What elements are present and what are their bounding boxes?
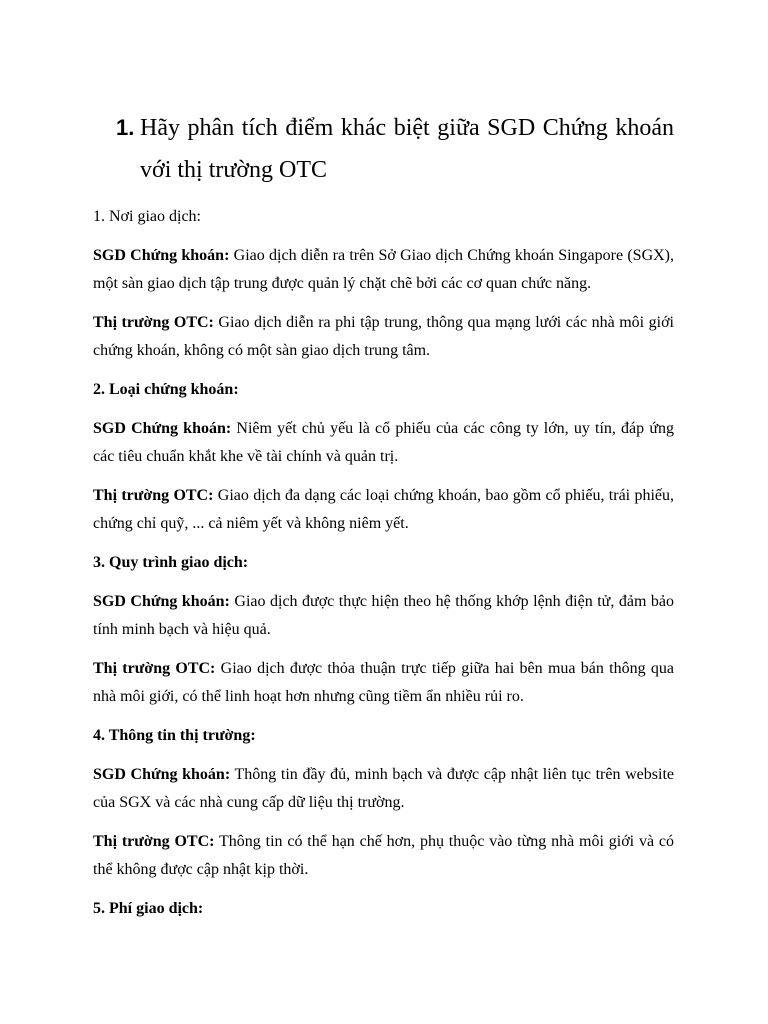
comparison-paragraph bbox=[93, 415, 674, 471]
section-title-text: 2. Loại chứng khoán: bbox=[93, 381, 239, 398]
paragraph-label: SGD Chứng khoán: bbox=[93, 593, 230, 610]
paragraph-label: SGD Chứng khoán: bbox=[93, 247, 230, 264]
heading-number: 1. bbox=[116, 115, 135, 140]
paragraph-text: Giao dịch diễn ra trên Sở Giao dịch Chứng khoán Singapore (SGX), một sàn giao dịch tập trung được quản lý chặt chẽ bởi các cơ quan chức năng. bbox=[93, 247, 675, 292]
paragraph-label: SGD Chứng khoán: bbox=[93, 766, 231, 783]
section-title-text: 5. Phí giao dịch: bbox=[93, 900, 204, 917]
section-title bbox=[93, 722, 674, 750]
section-title bbox=[93, 895, 674, 923]
paragraph-text: Giao dịch được thực hiện theo hệ thống khớp lệnh điện tử, đảm bảo tính minh bạch và hiệu quả. bbox=[93, 593, 675, 638]
section-title-text: 4. Thông tin thị trường: bbox=[93, 727, 256, 744]
comparison-paragraph bbox=[93, 309, 674, 365]
paragraph-label: Thị trường OTC: bbox=[93, 833, 215, 850]
section-title-text: 3. Quy trình giao dịch: bbox=[93, 554, 249, 571]
document-body bbox=[93, 203, 674, 934]
heading-text: Hãy phân tích điểm khác biệt giữa SGD Chứng khoán với thị trường OTC bbox=[140, 115, 674, 183]
comparison-paragraph bbox=[93, 761, 674, 817]
paragraph-text: Thông tin có thể hạn chế hơn, phụ thuộc vào từng nhà môi giới và có thể không được cập nhật kịp thời. bbox=[93, 833, 674, 878]
section-title bbox=[93, 376, 674, 404]
paragraph-label: Thị trường OTC: bbox=[93, 487, 214, 504]
comparison-paragraph bbox=[93, 242, 674, 298]
paragraph-text: Giao dịch đa dạng các loại chứng khoán, bao gồm cổ phiếu, trái phiếu, chứng chỉ quỹ, ... cả niêm yết và không niêm yết. bbox=[93, 487, 674, 532]
paragraph-text: Thông tin đầy đủ, minh bạch và được cập nhật liên tục trên website của SGX và các nhà cung cấp dữ liệu thị trường. bbox=[93, 766, 675, 811]
question-heading bbox=[116, 107, 674, 191]
section-title bbox=[93, 549, 674, 577]
paragraph-text: Giao dịch được thỏa thuận trực tiếp giữa hai bên mua bán thông qua nhà môi giới, có thể linh hoạt hơn nhưng cũng tiềm ẩn nhiều rủi ro. bbox=[93, 660, 675, 705]
comparison-paragraph bbox=[93, 482, 674, 538]
paragraph-text: Niêm yết chủ yếu là cổ phiếu của các công ty lớn, uy tín, đáp ứng các tiêu chuẩn khắt khe về tài chính và quản trị. bbox=[93, 420, 675, 465]
paragraph-label: Thị trường OTC: bbox=[93, 660, 216, 677]
comparison-paragraph bbox=[93, 588, 674, 644]
paragraph-label: Thị trường OTC: bbox=[93, 314, 214, 331]
paragraph-label: SGD Chứng khoán: bbox=[93, 420, 232, 437]
paragraph-text: Giao dịch diễn ra phi tập trung, thông qua mạng lưới các nhà môi giới chứng khoán, không có một sàn giao dịch trung tâm. bbox=[93, 314, 674, 359]
comparison-paragraph bbox=[93, 655, 674, 711]
section-title: 1. Nơi giao dịch: bbox=[93, 208, 201, 225]
comparison-paragraph bbox=[93, 828, 674, 884]
